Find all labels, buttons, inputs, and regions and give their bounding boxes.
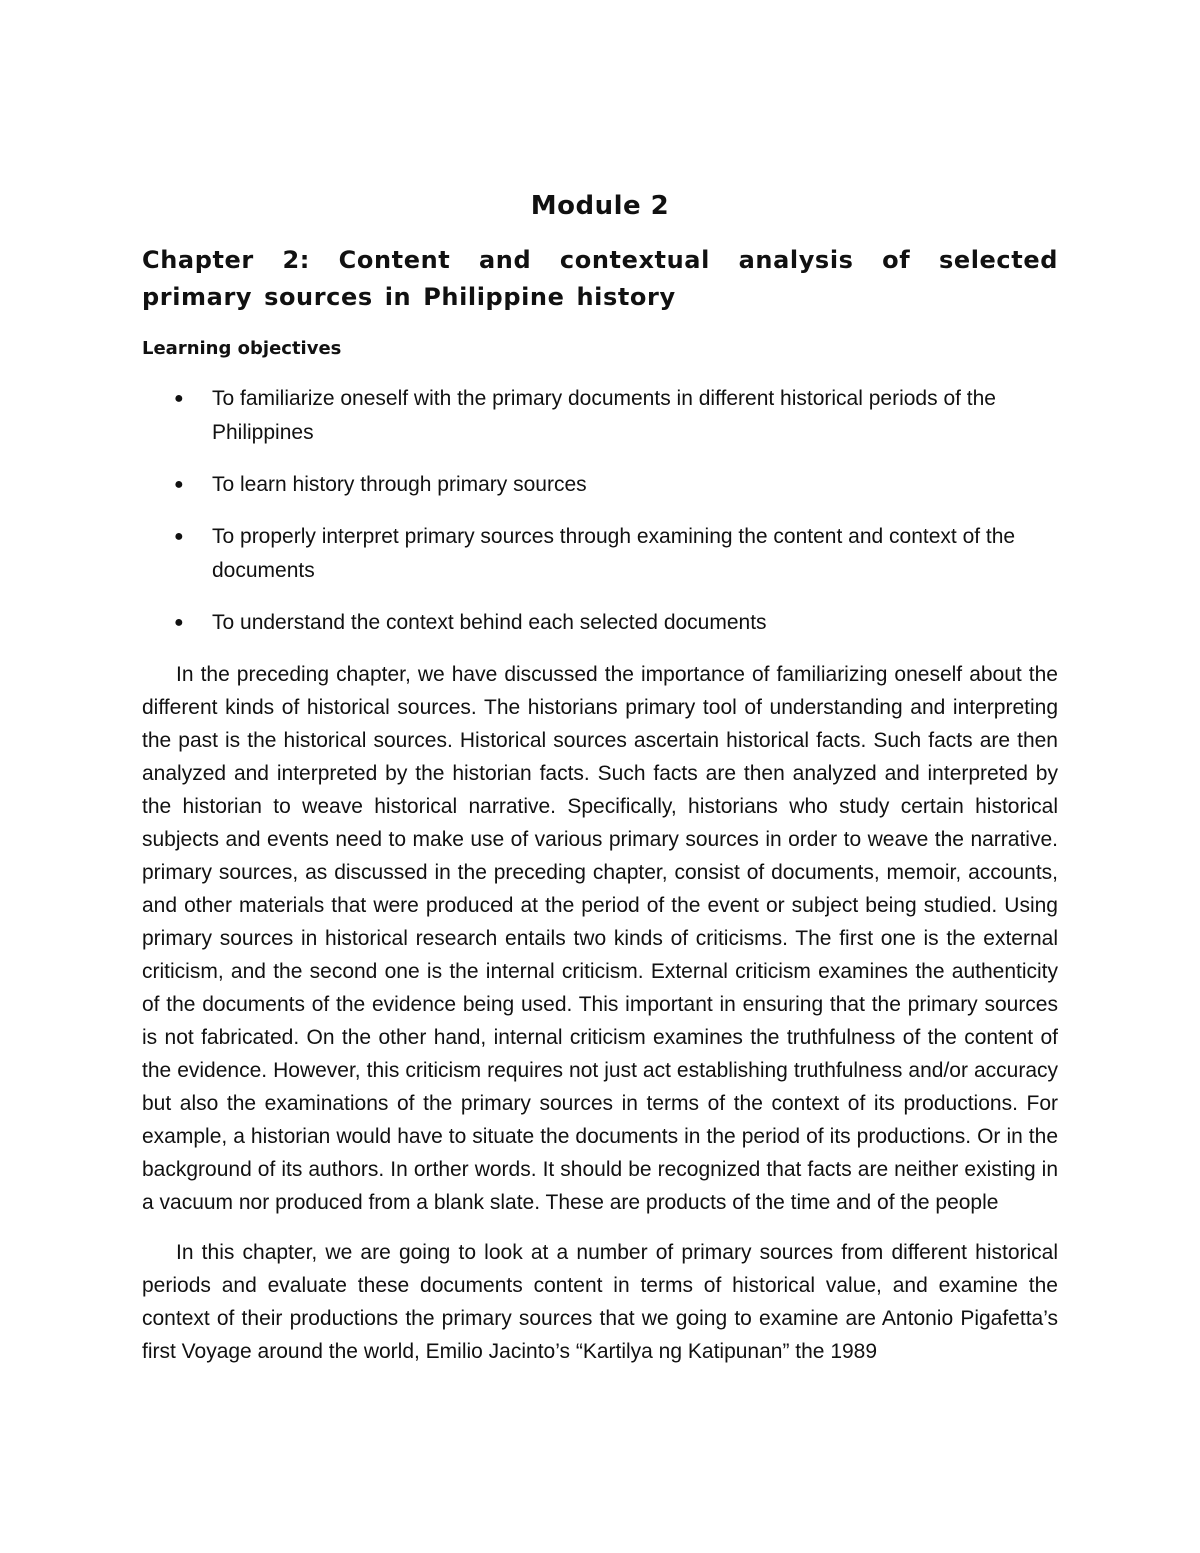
bullet-icon: ● [174,476,184,493]
learning-objectives-list [142,382,1058,640]
bullet-icon: ● [174,614,184,631]
module-title: Module 2 [530,191,670,221]
objective-text: To properly interpret primary sources through examining the content and context of the documents [212,525,1016,582]
list-item [142,468,1058,502]
list-item [142,382,1058,450]
list-item [142,606,1058,640]
body-paragraph: In this chapter, we are going to look at a number of primary sources from different historical periods and evaluate these documents content in terms of historical value, and examine the context of their productions the primary sources that we going to examine are Antonio Pigafetta’s first Voyage around the world, Emilio Jacinto’s “Kartilya ng Katipunan” the 1989 [142,1241,1058,1363]
list-item [142,520,1058,588]
objectives-heading: Learning objectives [142,338,342,359]
body-paragraph: In the preceding chapter, we have discussed the importance of familiarizing oneself about the different kinds of historical sources. The historians primary tool of understanding and interpreting the past is the historical sources. Historical sources ascertain historical facts. Such facts are then analyzed and interpreted by the historian facts. Such facts are then analyzed and interpreted by the historian to weave historical narrative. Specifically, historians who study certain historical subjects and events need to make use of various primary sources in order to weave the narrative. primary sources, as discussed in the preceding chapter, consist of documents, memoir, accounts, and other materials that were produced at the period of the event or subject being studied. Using primary sources in historical research entails two kinds of criticisms. The first one is the external criticism, and the second one is the internal criticism. External criticism examines the authenticity of the documents of the evidence being used. This important in ensuring that the primary sources is not fabricated. On the other hand, internal criticism examines the truthfulness of the content of the evidence. However, this criticism requires not just act establishing truthfulness and/or accuracy but also the examinations of the primary sources in terms of the context of its productions. For example, a historian would have to situate the documents in the period of its productions. Or in the background of its authors. In orther words. It should be recognized that facts are neither existing in a vacuum nor produced from a blank slate. These are products of the time and of the people [142,663,1058,1214]
objective-text: To familiarize oneself with the primary documents in different historical periods of the Philippines [212,387,996,444]
objective-text: To learn history through primary sources [212,473,587,496]
chapter-title: Chapter 2: Content and contextual analysis of selected primary sources in Philippine history [142,246,1058,311]
bullet-icon: ● [174,528,184,545]
bullet-icon: ● [174,390,184,407]
document-page [142,188,1058,1385]
objective-text: To understand the context behind each selected documents [212,611,767,634]
